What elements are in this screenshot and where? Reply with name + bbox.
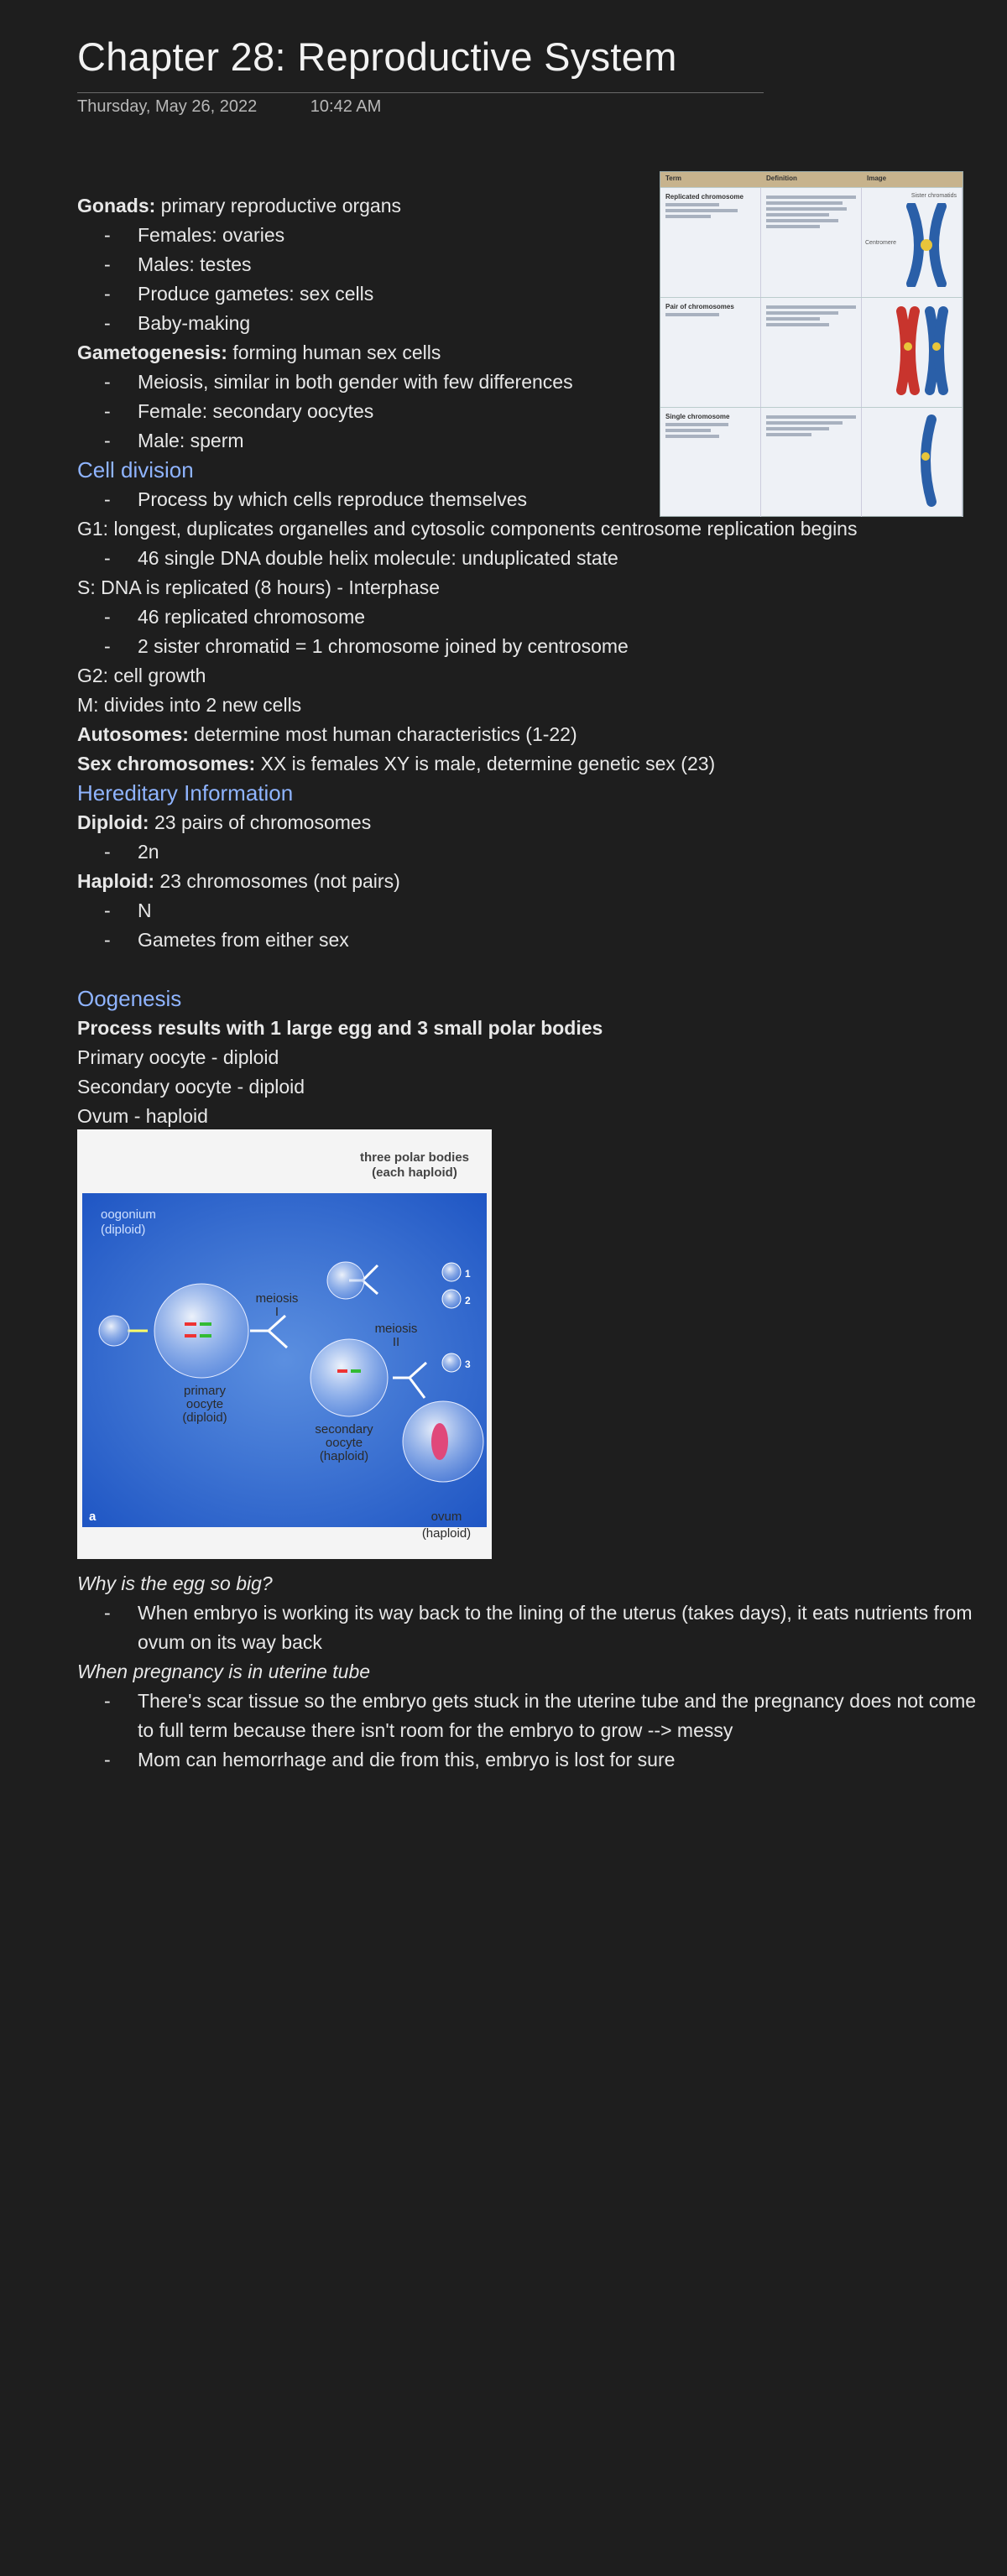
bullet-item: - Baby-making [104, 312, 251, 334]
label-meiosis-2: meiosis [374, 1322, 418, 1336]
question-egg-size: Why is the egg so big? [77, 1572, 273, 1594]
label-primary-oocyte: primary [183, 1384, 227, 1398]
term-gametogenesis: Gametogenesis: [77, 342, 227, 363]
label-polar-1: 1 [465, 1268, 471, 1280]
page-time: 10:42 AM [310, 97, 382, 116]
table-header-image: Image [867, 175, 887, 182]
note-line-m-phase: M: divides into 2 new cells [77, 694, 302, 716]
note-line-ovum: Ovum - haploid [77, 1105, 208, 1127]
note-line-s-phase: S: DNA is replicated (8 hours) - Interphase [77, 576, 441, 598]
table-header-term: Term [665, 175, 681, 182]
note-line-g1: G1: longest, duplicates organelles and cytosolic components centrosome replication begins [77, 518, 858, 540]
bullet-item: - Meiosis, similar in both gender with few differences [104, 371, 573, 393]
label-ovum-ploidy: (haploid) [421, 1526, 472, 1541]
bullet-item: - 46 replicated chromosome [104, 606, 366, 628]
bullet-item: - Gametes from either sex [104, 929, 349, 951]
bullet-item: - Females: ovaries [104, 224, 285, 246]
label-polar-bodies: three polar bodies [359, 1150, 470, 1165]
bullet-item: - 46 single DNA double helix molecule: unduplicated state [104, 547, 618, 569]
table-header-definition: Definition [766, 175, 797, 182]
question-uterine-tube: When pregnancy is in uterine tube [77, 1661, 371, 1682]
label-secondary-oocyte-2: oocyte [325, 1436, 363, 1450]
label-meiosis-2-num: II [392, 1335, 400, 1349]
note-line-haploid: Haploid: 23 chromosomes (not pairs) [77, 870, 400, 892]
title-divider [77, 92, 764, 93]
note-line-diploid: Diploid: 23 pairs of chromosomes [77, 811, 372, 833]
heading-oogenesis: Oogenesis [77, 986, 182, 1011]
label-polar-bodies-ploidy: (each haploid) [372, 1165, 457, 1180]
bullet-item: - There's scar tissue so the embryo gets stuck in the uterine tube and the pregnancy does not come to full term because there isn't room for the embryo to grow --> messy [104, 1690, 977, 1741]
sister-chromatids-label: Sister chromatids [910, 193, 957, 199]
table-term: Single chromosome [665, 413, 730, 420]
label-meiosis-1-num: I [274, 1305, 279, 1319]
bullet-item: - N [104, 900, 152, 921]
page-meta [77, 97, 381, 117]
bullet-item: - Male: sperm [104, 430, 244, 451]
def-gametogenesis: forming human sex cells [227, 342, 441, 363]
label-ovum: ovum [430, 1510, 462, 1524]
first-polar-body [327, 1262, 364, 1299]
page-title: Chapter 28: Reproductive System [77, 34, 677, 79]
table-term: Pair of chromosomes [665, 303, 734, 310]
secondary-oocyte-cell [310, 1339, 388, 1416]
note-line-sex-chromosomes: Sex chromosomes: XX is females XY is male, determine genetic sex (23) [77, 753, 716, 774]
bullet-item: - 2n [104, 841, 159, 863]
bullet-item: - Males: testes [104, 253, 252, 275]
label-secondary-oocyte-ploidy: (haploid) [319, 1449, 369, 1463]
bullet-item: - Process by which cells reproduce themselves [104, 488, 528, 510]
label-panel: a [89, 1510, 97, 1524]
oogenesis-diagram-image [77, 1129, 492, 1559]
note-line-g2: G2: cell growth [77, 665, 206, 686]
note-line-gametogenesis [77, 338, 992, 368]
label-oogonium-ploidy: (diploid) [101, 1223, 146, 1237]
bullet-item: - Mom can hemorrhage and die from this, embryo is lost for sure [104, 1749, 676, 1770]
term-gonads: Gonads: [77, 195, 156, 216]
bullet-item: - Produce gametes: sex cells [104, 283, 374, 305]
bullet-item: - 2 sister chromatid = 1 chromosome joined by centrosome [104, 635, 629, 657]
label-oogonium: oogonium [101, 1207, 156, 1222]
centromere-label: Centromere [865, 240, 896, 246]
oogonium-cell [99, 1316, 129, 1346]
label-primary-oocyte-ploidy: (diploid) [182, 1411, 227, 1425]
note-line-secondary-oocyte: Secondary oocyte - diploid [77, 1076, 305, 1098]
label-polar-3: 3 [465, 1358, 471, 1370]
heading-cell-division: Cell division [77, 457, 194, 482]
table-term: Replicated chromosome [665, 193, 744, 201]
primary-oocyte-cell [154, 1284, 248, 1378]
bullet-item: - When embryo is working its way back to the lining of the uterus (takes days), it eats nutrients from ovum on its way back [104, 1602, 973, 1653]
label-primary-oocyte-2: oocyte [185, 1397, 224, 1411]
label-meiosis-1: meiosis [255, 1291, 299, 1306]
note-line-oogenesis-result: Process results with 1 large egg and 3 small polar bodies [77, 1017, 603, 1039]
note-line-primary-oocyte: Primary oocyte - diploid [77, 1046, 279, 1068]
label-polar-2: 2 [465, 1295, 471, 1306]
label-secondary-oocyte: secondary [315, 1422, 373, 1437]
bullet-item: - Female: secondary oocytes [104, 400, 374, 422]
heading-hereditary-information: Hereditary Information [77, 780, 294, 806]
note-line-autosomes: Autosomes: determine most human characteristics (1-22) [77, 723, 577, 745]
page-date: Thursday, May 26, 2022 [77, 97, 258, 116]
note-line-gonads [77, 191, 992, 221]
def-gonads: primary reproductive organs [155, 195, 402, 216]
